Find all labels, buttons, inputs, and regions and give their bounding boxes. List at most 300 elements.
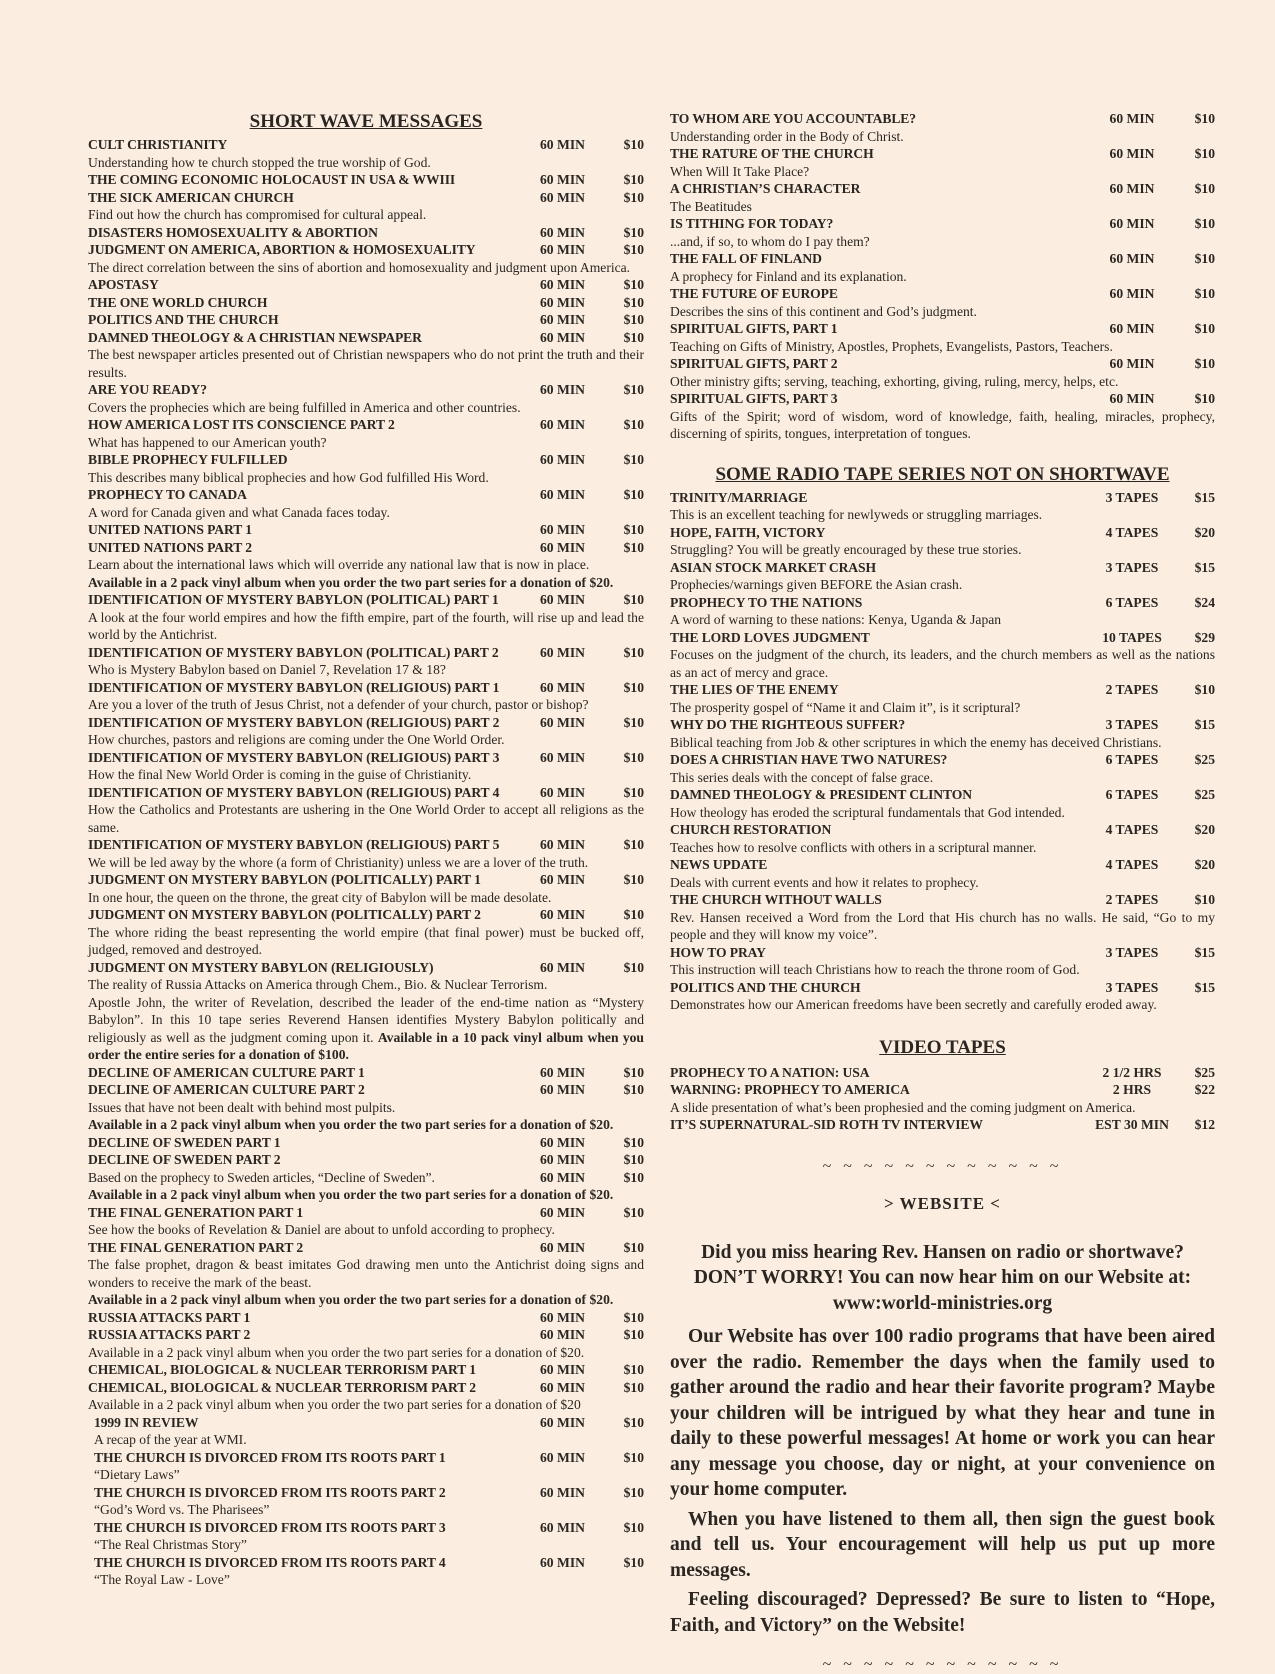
description-text: Issues that have not been dealt with behind most pulpits. bbox=[88, 1099, 396, 1115]
list-item bbox=[88, 1519, 644, 1537]
item-duration: 60 MIN bbox=[540, 644, 585, 660]
item-description bbox=[88, 1256, 644, 1291]
promo-heading: Did you miss hearing Rev. Hansen on radio or shortwave? DON’T WORRY! You can now hear him on our Website at: bbox=[693, 1241, 1192, 1288]
description-text: A word for Canada given and what Canada faces today. bbox=[88, 504, 390, 520]
item-price: $10 bbox=[623, 452, 644, 467]
description-text: The direct correlation between the sins of abortion and homosexuality and judgment upon America. bbox=[88, 259, 631, 275]
item-price: $10 bbox=[623, 1152, 644, 1167]
item-title: A CHRISTIAN’S CHARACTER bbox=[670, 181, 861, 196]
item-price: $10 bbox=[623, 242, 644, 257]
list-item bbox=[670, 821, 1215, 839]
item-description bbox=[88, 399, 644, 417]
item-description bbox=[88, 1536, 644, 1554]
description-text: A word of warning to these nations: Kenya, Uganda & Japan bbox=[670, 612, 1002, 627]
item-price: $10 bbox=[623, 189, 644, 205]
item-title: NEWS UPDATE bbox=[670, 857, 768, 872]
description-text: What has happened to our American youth? bbox=[88, 434, 327, 450]
list-item bbox=[670, 559, 1215, 577]
item-duration: 2 HRS bbox=[1112, 1082, 1152, 1097]
item-duration: 60 MIN bbox=[1109, 356, 1155, 371]
description-text: In one hour, the queen on the throne, the great city of Babylon will be made desolate. bbox=[88, 889, 552, 905]
item-duration: 3 TAPES bbox=[1105, 717, 1159, 732]
list-item bbox=[88, 1204, 644, 1222]
item-price: $10 bbox=[1194, 181, 1215, 196]
description-text: This instruction will teach Christians how to reach the throne room of God. bbox=[670, 962, 1080, 977]
item-price: $10 bbox=[623, 172, 644, 187]
item-duration: 60 MIN bbox=[540, 539, 585, 555]
item-title: CULT CHRISTIANITY bbox=[88, 137, 228, 152]
list-item bbox=[670, 1081, 1215, 1099]
item-duration: 60 MIN bbox=[540, 487, 585, 502]
item-description bbox=[88, 1466, 644, 1484]
item-description bbox=[88, 556, 644, 574]
list-item bbox=[88, 539, 644, 557]
description-text: Focuses on the judgment of the church, its leaders, and the church members as well as the nations as an act of mercy and grace. bbox=[670, 647, 1215, 680]
item-price: $10 bbox=[623, 784, 644, 800]
item-description bbox=[670, 874, 1215, 892]
item-title: WHY DO THE RIGHTEOUS SUFFER? bbox=[670, 717, 906, 732]
list-item bbox=[670, 250, 1215, 268]
item-duration: 60 MIN bbox=[540, 522, 585, 537]
promo-paragraph-2: When you have listened to them all, then sign the guest book and tell us. Your encouragement will help us put up more messages. bbox=[670, 1508, 1215, 1581]
list-item bbox=[88, 959, 644, 977]
list-item bbox=[670, 489, 1215, 507]
item-title: ASIAN STOCK MARKET CRASH bbox=[670, 559, 876, 575]
description-text: Struggling? You will be greatly encouraged by these true stories. bbox=[670, 542, 1022, 557]
description-text: Covers the prophecies which are being fulfilled in America and other countries. bbox=[88, 399, 521, 415]
list-item bbox=[88, 836, 644, 854]
description-text: “The Royal Law - Love” bbox=[94, 1572, 230, 1587]
tilde-divider-bottom: ~ ~ ~ ~ ~ ~ ~ ~ ~ ~ ~ ~ bbox=[822, 1656, 1063, 1673]
item-price: $10 bbox=[1194, 892, 1215, 907]
description-text: Prophecies/warnings given BEFORE the Asian crash. bbox=[670, 577, 963, 592]
item-duration: 60 MIN bbox=[1109, 146, 1155, 161]
list-item bbox=[88, 714, 644, 732]
item-price: $15 bbox=[1194, 559, 1215, 575]
list-item bbox=[88, 1361, 644, 1379]
description-text: Understanding how te church stopped the true worship of God. bbox=[88, 154, 431, 170]
description-text: Rev. Hansen received a Word from the Lord that His church has no walls. He said, “Go to my people and they will know my voice”. bbox=[670, 909, 1215, 942]
item-price: $15 bbox=[1194, 717, 1215, 732]
item-title: JUDGMENT ON MYSTERY BABYLON (POLITICALLY) PART 2 bbox=[88, 907, 481, 922]
description-text: How the Catholics and Protestants are ushering in the One World Order to accept all religions as the same. bbox=[88, 802, 644, 835]
item-title: THE CHURCH IS DIVORCED FROM ITS ROOTS PART 2 bbox=[94, 1484, 446, 1500]
item-title: THE ONE WORLD CHURCH bbox=[88, 294, 268, 310]
item-price: $10 bbox=[623, 749, 644, 765]
album-offer-note: Available in a 10 pack vinyl album when you order the entire series for a donation of $100. bbox=[88, 1029, 644, 1062]
description-text: Are you a lover of the truth of Jesus Christ, not a defender of your church, pastor or bishop? bbox=[88, 697, 589, 712]
item-duration: 3 TAPES bbox=[1105, 489, 1159, 505]
description-text: A look at the four world empires and how the fifth empire, part of the fourth, will rise up and lead the world by the Antichrist. bbox=[88, 609, 644, 642]
item-title: IDENTIFICATION OF MYSTERY BABYLON (RELIGIOUS) PART 3 bbox=[88, 749, 500, 765]
description-text: Available in a 2 pack vinyl album when you order the two part series for a donation of $20 bbox=[88, 1397, 581, 1412]
item-price: $10 bbox=[623, 277, 644, 292]
item-description bbox=[88, 504, 644, 522]
item-duration: 60 MIN bbox=[1109, 181, 1155, 196]
item-description bbox=[670, 909, 1215, 944]
item-description bbox=[670, 769, 1215, 787]
website-url: www:world-ministries.org bbox=[832, 1292, 1053, 1314]
item-duration: 60 MIN bbox=[540, 1169, 585, 1185]
item-duration: 60 MIN bbox=[540, 1362, 585, 1377]
item-price: $10 bbox=[623, 959, 644, 975]
list-item bbox=[88, 136, 644, 154]
album-offer-note: Available in a 2 pack vinyl album when you order the two part series for a donation of $20. bbox=[88, 1117, 614, 1132]
description-text: Find out how the church has compromised for cultural appeal. bbox=[88, 207, 427, 222]
radio-series-list bbox=[670, 489, 1215, 1014]
list-item bbox=[670, 716, 1215, 734]
item-duration: 60 MIN bbox=[540, 1152, 585, 1167]
list-item bbox=[670, 751, 1215, 769]
item-duration: 60 MIN bbox=[540, 312, 585, 327]
item-duration: 60 MIN bbox=[540, 1484, 585, 1500]
description-text: How the final New World Order is coming in the guise of Christianity. bbox=[88, 767, 472, 782]
item-price: $10 bbox=[1194, 251, 1215, 266]
item-duration: 60 MIN bbox=[540, 277, 585, 292]
item-duration: 60 MIN bbox=[540, 714, 585, 730]
item-title: IDENTIFICATION OF MYSTERY BABYLON (POLITICAL) PART 2 bbox=[88, 644, 499, 660]
album-offer-note: Available in a 2 pack vinyl album when you order the two part series for a donation of $20. bbox=[88, 574, 614, 590]
item-duration: 60 MIN bbox=[1109, 391, 1155, 406]
description-text: The whore riding the beast representing the world empire (that final power) must be bucked off, judged, removed and destroyed. bbox=[88, 924, 644, 957]
description-text: Learn about the international laws which will override any national law that is now in place. bbox=[88, 557, 590, 572]
item-price: $10 bbox=[623, 1204, 644, 1220]
item-description bbox=[670, 338, 1215, 356]
item-price: $10 bbox=[623, 592, 644, 607]
item-price: $10 bbox=[623, 1169, 644, 1185]
description-text: When Will It Take Place? bbox=[670, 163, 810, 179]
item-price: $12 bbox=[1194, 1117, 1215, 1132]
item-title: THE CHURCH IS DIVORCED FROM ITS ROOTS PART 1 bbox=[94, 1449, 446, 1465]
description-text: Teaching on Gifts of Ministry, Apostles, Prophets, Evangelists, Pastors, Teachers. bbox=[670, 338, 1113, 354]
item-duration: 60 MIN bbox=[540, 224, 585, 240]
item-price: $10 bbox=[623, 522, 644, 537]
item-description bbox=[88, 889, 644, 907]
list-item bbox=[88, 294, 644, 312]
item-title: SPIRITUAL GIFTS, PART 2 bbox=[670, 356, 838, 371]
item-duration: 60 MIN bbox=[540, 1379, 585, 1395]
item-description bbox=[670, 646, 1215, 681]
item-title: IDENTIFICATION OF MYSTERY BABYLON (POLITICAL) PART 1 bbox=[88, 592, 499, 607]
description-text: “The Real Christmas Story” bbox=[94, 1537, 247, 1552]
list-item bbox=[88, 381, 644, 399]
item-description bbox=[88, 346, 644, 381]
item-title: IDENTIFICATION OF MYSTERY BABYLON (RELIGIOUS) PART 2 bbox=[88, 714, 500, 730]
item-duration: 60 MIN bbox=[1109, 321, 1155, 336]
item-description bbox=[88, 469, 644, 487]
item-price: $10 bbox=[1194, 216, 1215, 231]
item-description bbox=[670, 233, 1215, 251]
description-text: Describes the sins of this continent and God’s judgment. bbox=[670, 303, 977, 319]
item-price: $10 bbox=[623, 1379, 644, 1395]
description-text: Other ministry gifts; serving, teaching, exhorting, giving, ruling, mercy, helps, etc. bbox=[670, 373, 1119, 389]
item-price: $10 bbox=[623, 907, 644, 922]
item-price: $10 bbox=[623, 224, 644, 240]
item-price: $10 bbox=[623, 1082, 644, 1097]
item-duration: 60 MIN bbox=[540, 1327, 585, 1342]
item-duration: 60 MIN bbox=[1109, 251, 1155, 266]
item-duration: 60 MIN bbox=[540, 137, 585, 152]
item-description bbox=[670, 804, 1215, 822]
video-tapes-heading: VIDEO TAPES bbox=[879, 1036, 1006, 1058]
list-item bbox=[670, 145, 1215, 163]
item-duration: 6 TAPES bbox=[1105, 787, 1159, 802]
list-item bbox=[88, 241, 644, 259]
item-title: DECLINE OF SWEDEN PART 2 bbox=[88, 1152, 281, 1167]
item-price: $24 bbox=[1194, 594, 1215, 610]
list-item bbox=[670, 629, 1215, 647]
item-description bbox=[670, 541, 1215, 559]
list-item bbox=[88, 521, 644, 539]
description-text: This is an excellent teaching for newlyweds or struggling marriages. bbox=[670, 507, 1043, 522]
list-item bbox=[670, 681, 1215, 699]
item-duration: 60 MIN bbox=[540, 1554, 585, 1570]
item-price: $10 bbox=[623, 872, 644, 887]
item-duration: 60 MIN bbox=[540, 1082, 585, 1097]
item-price: $10 bbox=[623, 294, 644, 310]
item-description bbox=[670, 408, 1215, 443]
item-description bbox=[88, 976, 644, 994]
item-duration: 4 TAPES bbox=[1105, 857, 1159, 872]
list-item bbox=[670, 786, 1215, 804]
item-title: HOW AMERICA LOST ITS CONSCIENCE PART 2 bbox=[88, 417, 395, 432]
item-duration: 60 MIN bbox=[1109, 286, 1155, 301]
item-title: THE FINAL GENERATION PART 1 bbox=[88, 1204, 304, 1220]
item-description bbox=[670, 128, 1215, 146]
item-duration: 60 MIN bbox=[540, 749, 585, 765]
list-item bbox=[88, 451, 644, 469]
description-text: The Beatitudes bbox=[670, 198, 752, 214]
list-item bbox=[88, 749, 644, 767]
item-duration: 3 TAPES bbox=[1105, 944, 1159, 960]
item-title: THE RATURE OF THE CHURCH bbox=[670, 146, 874, 161]
item-title: SPIRITUAL GIFTS, PART 1 bbox=[670, 321, 838, 336]
radio-series-heading: SOME RADIO TAPE SERIES NOT ON SHORTWAVE bbox=[715, 463, 1170, 485]
item-price: $20 bbox=[1194, 524, 1215, 540]
list-item bbox=[88, 189, 644, 207]
list-item bbox=[670, 524, 1215, 542]
list-item bbox=[670, 355, 1215, 373]
album-offer-note: Available in a 2 pack vinyl album when you order the two part series for a donation of $20. bbox=[88, 1292, 614, 1307]
item-price: $10 bbox=[1194, 111, 1215, 126]
item-price: $10 bbox=[623, 137, 644, 152]
item-title: DOES A CHRISTIAN HAVE TWO NATURES? bbox=[670, 752, 948, 767]
item-description bbox=[670, 734, 1215, 752]
list-item bbox=[88, 486, 644, 504]
item-title: ARE YOU READY? bbox=[88, 382, 207, 397]
item-title: WARNING: PROPHECY TO AMERICA bbox=[670, 1082, 910, 1097]
item-duration: 4 TAPES bbox=[1105, 524, 1159, 540]
item-price: $10 bbox=[623, 329, 644, 345]
list-item bbox=[88, 1379, 644, 1397]
item-description bbox=[88, 434, 644, 452]
list-item bbox=[88, 644, 644, 662]
item-duration: 10 TAPES bbox=[1102, 629, 1162, 645]
item-title: THE FUTURE OF EUROPE bbox=[670, 286, 838, 301]
item-description bbox=[88, 609, 644, 644]
item-description bbox=[88, 259, 644, 277]
item-price: $10 bbox=[1194, 356, 1215, 371]
item-price: $10 bbox=[1194, 321, 1215, 336]
list-item bbox=[88, 1414, 644, 1432]
item-duration: 60 MIN bbox=[540, 1449, 585, 1465]
item-title: SPIRITUAL GIFTS, PART 3 bbox=[670, 391, 838, 406]
item-duration: 60 MIN bbox=[540, 417, 585, 432]
item-description bbox=[88, 994, 644, 1064]
item-description: Based on the prophecy to Sweden articles, “Decline of Sweden”. bbox=[88, 1169, 435, 1185]
item-price: $25 bbox=[1194, 1064, 1215, 1080]
item-duration: 2 1/2 HRS bbox=[1102, 1064, 1162, 1080]
list-item bbox=[670, 594, 1215, 612]
item-description bbox=[88, 154, 644, 172]
item-duration: 4 TAPES bbox=[1105, 822, 1159, 837]
item-duration: 60 MIN bbox=[540, 872, 585, 887]
list-item bbox=[88, 1326, 644, 1344]
item-price: $10 bbox=[623, 1362, 644, 1377]
item-price: $29 bbox=[1194, 629, 1215, 645]
website-label: > WEBSITE < bbox=[884, 1193, 1001, 1213]
item-title: DAMNED THEOLOGY & PRESIDENT CLINTON bbox=[670, 787, 972, 802]
item-price: $10 bbox=[623, 417, 644, 432]
item-title: TRINITY/MARRIAGE bbox=[670, 489, 808, 505]
item-title: CHEMICAL, BIOLOGICAL & NUCLEAR TERRORISM PART 2 bbox=[88, 1379, 476, 1395]
list-item bbox=[670, 1116, 1215, 1134]
item-title: 1999 IN REVIEW bbox=[94, 1414, 199, 1430]
list-item bbox=[88, 1484, 644, 1502]
list-item bbox=[88, 1554, 644, 1572]
item-duration: 60 MIN bbox=[540, 837, 585, 852]
tilde-divider-top: ~ ~ ~ ~ ~ ~ ~ ~ ~ ~ ~ ~ bbox=[822, 1157, 1063, 1175]
item-price: $10 bbox=[623, 1414, 644, 1430]
list-item bbox=[670, 944, 1215, 962]
list-item bbox=[88, 1169, 644, 1187]
list-item bbox=[670, 215, 1215, 233]
item-title: UNITED NATIONS PART 1 bbox=[88, 522, 252, 537]
item-description bbox=[670, 611, 1215, 629]
list-item bbox=[88, 329, 644, 347]
item-description bbox=[670, 961, 1215, 979]
description-text: Available in a 2 pack vinyl album when you order the two part series for a donation of $20. bbox=[88, 1344, 585, 1360]
item-description bbox=[670, 373, 1215, 391]
item-duration: 60 MIN bbox=[540, 907, 585, 922]
item-duration: 60 MIN bbox=[540, 452, 585, 467]
list-item bbox=[88, 224, 644, 242]
item-price: $10 bbox=[623, 644, 644, 660]
item-duration: 60 MIN bbox=[540, 242, 585, 257]
item-title: IT’S SUPERNATURAL-SID ROTH TV INTERVIEW bbox=[670, 1117, 983, 1132]
item-duration: 60 MIN bbox=[540, 294, 585, 310]
item-title: THE SICK AMERICAN CHURCH bbox=[88, 189, 294, 205]
list-item bbox=[88, 679, 644, 697]
item-title: THE CHURCH WITHOUT WALLS bbox=[670, 892, 882, 907]
item-duration: 60 MIN bbox=[540, 784, 585, 800]
item-price: $10 bbox=[1194, 391, 1215, 406]
list-item bbox=[88, 311, 644, 329]
list-item bbox=[670, 979, 1215, 997]
item-price: $15 bbox=[1194, 944, 1215, 960]
list-item bbox=[88, 871, 644, 889]
description-text: Who is Mystery Babylon based on Daniel 7, Revelation 17 & 18? bbox=[88, 662, 446, 677]
item-description bbox=[88, 661, 644, 679]
list-item bbox=[88, 1239, 644, 1257]
item-duration: 60 MIN bbox=[540, 592, 585, 607]
item-price: $10 bbox=[623, 1449, 644, 1465]
description-text: The prosperity gospel of “Name it and Claim it”, is it scriptural? bbox=[670, 699, 1021, 715]
description-text: This series deals with the concept of false grace. bbox=[670, 769, 934, 785]
list-item bbox=[88, 1309, 644, 1327]
description-text: A recap of the year at WMI. bbox=[94, 1432, 247, 1447]
item-price: $20 bbox=[1194, 822, 1215, 837]
item-price: $10 bbox=[623, 1484, 644, 1500]
item-price: $10 bbox=[623, 312, 644, 327]
item-title: BIBLE PROPHECY FULFILLED bbox=[88, 452, 288, 467]
item-description bbox=[88, 1344, 644, 1362]
item-description bbox=[670, 996, 1215, 1014]
item-title: PROPHECY TO CANADA bbox=[88, 487, 247, 502]
list-item bbox=[670, 891, 1215, 909]
item-description bbox=[88, 1501, 644, 1519]
item-price: $25 bbox=[1194, 787, 1215, 802]
list-item bbox=[670, 390, 1215, 408]
description-text: How theology has eroded the scriptural fundamentals that God intended. bbox=[670, 804, 1065, 820]
item-title: CHEMICAL, BIOLOGICAL & NUCLEAR TERRORISM PART 1 bbox=[88, 1362, 476, 1377]
item-title: THE CHURCH IS DIVORCED FROM ITS ROOTS PART 4 bbox=[94, 1554, 446, 1570]
item-title: IDENTIFICATION OF MYSTERY BABYLON (RELIGIOUS) PART 1 bbox=[88, 679, 500, 695]
description-text: Gifts of the Spirit; word of wisdom, word of knowledge, faith, healing, miracles, prophecy, discerning of spirits, tongues, interpretation of tongues. bbox=[670, 408, 1215, 441]
item-title: HOPE, FAITH, VICTORY bbox=[670, 524, 826, 540]
item-title: APOSTASY bbox=[88, 277, 159, 292]
item-price: $10 bbox=[623, 1519, 644, 1535]
item-title: JUDGMENT ON MYSTERY BABYLON (POLITICALLY) PART 1 bbox=[88, 872, 481, 887]
item-duration: 60 MIN bbox=[540, 1414, 585, 1430]
description-text: The best newspaper articles presented out of Christian newspapers who do not print the truth and their results. bbox=[88, 347, 644, 380]
description-text: How churches, pastors and religions are coming under the One World Order. bbox=[88, 732, 505, 747]
item-title: THE LORD LOVES JUDGMENT bbox=[670, 629, 870, 645]
description-text: See how the books of Revelation & Daniel are about to unfold according to prophecy. bbox=[88, 1222, 555, 1237]
item-title: DECLINE OF SWEDEN PART 1 bbox=[88, 1134, 281, 1150]
item-price: $10 bbox=[623, 1064, 644, 1080]
description-text: “Dietary Laws” bbox=[94, 1467, 180, 1482]
item-title: PROPHECY TO THE NATIONS bbox=[670, 594, 863, 610]
item-duration: 3 TAPES bbox=[1105, 559, 1159, 575]
list-item bbox=[88, 906, 644, 924]
item-title: THE CHURCH IS DIVORCED FROM ITS ROOTS PART 3 bbox=[94, 1519, 446, 1535]
item-title: POLITICS AND THE CHURCH bbox=[88, 312, 279, 327]
description-text: This describes many biblical prophecies and how God fulfilled His Word. bbox=[88, 469, 489, 485]
item-duration: 60 MIN bbox=[540, 1134, 585, 1150]
item-price: $20 bbox=[1194, 857, 1215, 872]
description-text: Teaches how to resolve conflicts with others in a scriptural manner. bbox=[670, 839, 1037, 855]
item-duration: 2 TAPES bbox=[1105, 892, 1159, 907]
item-duration: 60 MIN bbox=[1109, 216, 1155, 231]
item-title: IDENTIFICATION OF MYSTERY BABYLON (RELIGIOUS) PART 5 bbox=[88, 837, 500, 852]
item-description bbox=[88, 801, 644, 836]
item-description bbox=[670, 268, 1215, 286]
description-text: The false prophet, dragon & beast imitates God drawing men unto the Antichrist doing signs and wonders to receive the mark of the beast. bbox=[88, 1257, 644, 1290]
description-text: Apostle John, the writer of Revelation, described the leader of the end-time nation as “Mystery Babylon”. In this 10 tape series Reverend Hansen identifies Mystery Babylon politically and religiously as well as the judgment coming upon it. bbox=[88, 994, 644, 1045]
item-description bbox=[670, 699, 1215, 717]
item-title: POLITICS AND THE CHURCH bbox=[670, 979, 861, 995]
description-text: “God’s Word vs. The Pharisees” bbox=[94, 1502, 270, 1517]
item-price: $10 bbox=[623, 1134, 644, 1150]
item-duration: 60 MIN bbox=[540, 1204, 585, 1220]
item-price: $10 bbox=[623, 679, 644, 695]
promo-paragraph-3: Feeling discouraged? Depressed? Be sure to listen to “Hope, Faith, and Victory” on the Website! bbox=[670, 1589, 1215, 1636]
list-item bbox=[88, 1449, 644, 1467]
item-description bbox=[88, 731, 644, 749]
description-text: A prophecy for Finland and its explanation. bbox=[670, 268, 907, 284]
description-text: Demonstrates how our American freedoms have been secretly and carefully eroded away. bbox=[670, 997, 1157, 1012]
